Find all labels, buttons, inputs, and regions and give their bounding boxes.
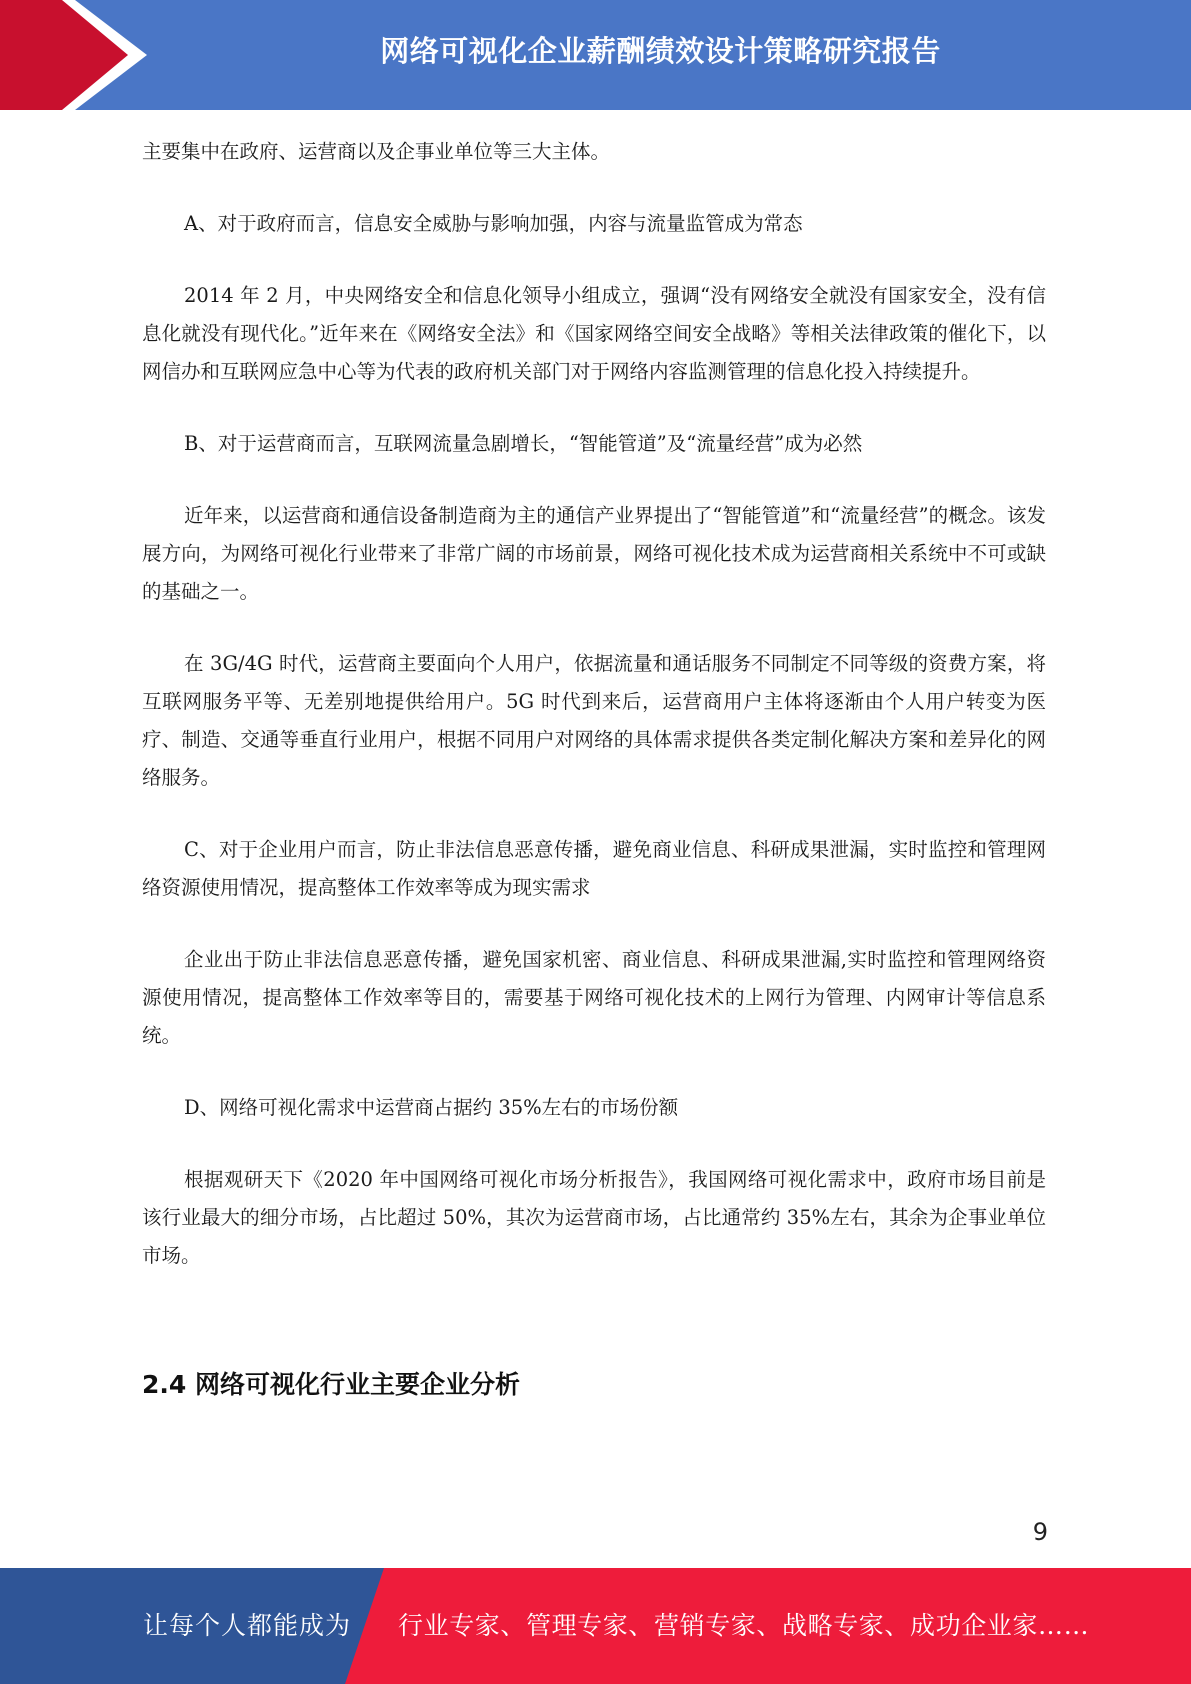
subheading-c: C、对于企业用户而言，防止非法信息恶意传播，避免商业信息、科研成果泄漏，实时监控和管理网络资源使用情况，提高整体工作效率等成为现实需求 [142,838,1046,899]
page-header [0,0,1191,110]
paragraph-operator-5g: 在 3G/4G 时代，运营商主要面向个人用户，依据流量和通话服务不同制定不同等级的资费方案，将互联网服务平等、无差别地提供给用户。5G 时代到来后，运营商用户主体将逐渐由个人用户转变为医疗、制造、交通等垂直行业用户，根据不同用户对网络的具体需求提供各类定制化解决方案和差异化的网络服务。 [142,652,1046,789]
subheading-a: A、对于政府而言，信息安全威胁与影响加强，内容与流量监管成为常态 [184,212,803,235]
paragraph-operator-concept: 近年来，以运营商和通信设备制造商为主的通信产业界提出了“智能管道”和“流量经营”的概念。该发展方向，为网络可视化行业带来了非常广阔的市场前景，网络可视化技术成为运营商相关系统中不可或缺的基础之一。 [142,504,1046,603]
paragraph-government: 2014 年 2 月，中央网络安全和信息化领导小组成立，强调“没有网络安全就没有国家安全，没有信息化就没有现代化。”近年来在《网络安全法》和《国家网络空间安全战略》等相关法律政策的催化下，以网信办和互联网应急中心等为代表的政府机关部门对于网络内容监测管理的信息化投入持续提升。 [142,284,1046,383]
paragraph-intro: 主要集中在政府、运营商以及企事业单位等三大主体。 [142,140,611,163]
footer-slogan-left: 让每个人都能成为 [143,1611,352,1640]
document-body [142,133,1046,1275]
footer-slogan-right: 行业专家、管理专家、营销专家、战略专家、成功企业家…… [398,1611,1090,1640]
paragraph-enterprise: 企业出于防止非法信息恶意传播，避免国家机密、商业信息、科研成果泄漏,实时监控和管理网络资源使用情况，提高整体工作效率等目的，需要基于网络可视化技术的上网行为管理、内网审计等信息系统。 [142,948,1046,1047]
subheading-b: B、对于运营商而言，互联网流量急剧增长，“智能管道”及“流量经营”成为必然 [184,432,863,455]
paragraph-market-share: 根据观研天下《2020 年中国网络可视化市场分析报告》，我国网络可视化需求中，政府市场目前是该行业最大的细分市场，占比超过 50%，其次为运营商市场，占比通常约 35%左右，其余为企事业单位市场。 [142,1168,1046,1267]
page-footer [0,1568,1191,1684]
subheading-d: D、网络可视化需求中运营商占据约 35%左右的市场份额 [184,1096,679,1119]
page-number: 9 [1032,1518,1048,1546]
header-chevron-decoration [0,0,150,110]
report-title: 网络可视化企业薪酬绩效设计策略研究报告 [380,34,941,68]
section-heading: 2.4 网络可视化行业主要企业分析 [142,1370,520,1399]
